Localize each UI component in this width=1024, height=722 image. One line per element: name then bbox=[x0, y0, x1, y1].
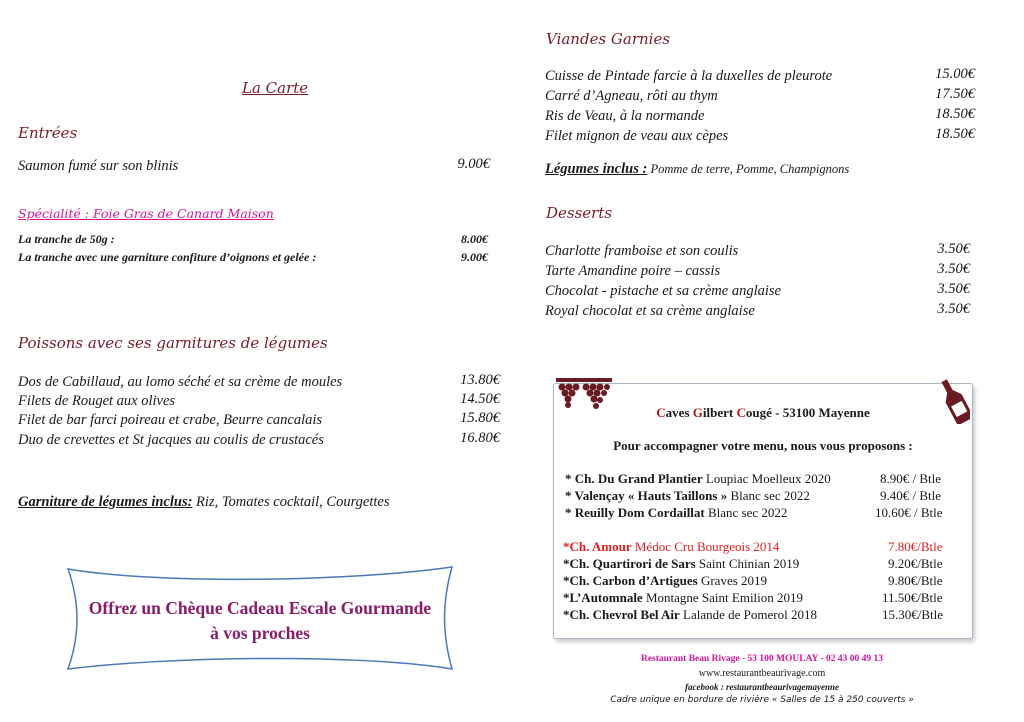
cave-initial: C bbox=[736, 405, 746, 420]
wine-name: * Reuilly Dom Cordaillat Blanc sec 2022 bbox=[565, 505, 788, 520]
viandes-heading: Viandes Garnies bbox=[546, 30, 671, 48]
footer-website[interactable]: www.restaurantbeaurivage.com bbox=[698, 668, 826, 679]
garniture-line bbox=[18, 492, 390, 512]
wine-price: 10.60€ / Btle bbox=[875, 505, 943, 520]
wine-price: 9.80€/Btle bbox=[888, 573, 943, 588]
menu-item-price: 17.50€ bbox=[935, 86, 975, 102]
menu-item-name: Charlotte framboise et son coulis bbox=[545, 243, 739, 259]
menu-item-price: 8.00€ bbox=[461, 232, 488, 246]
menu-item-price: 3.50€ bbox=[937, 261, 970, 277]
menu-item-price: 18.50€ bbox=[935, 106, 975, 122]
menu-item-name: Filet mignon de veau aux cèpes bbox=[545, 128, 729, 144]
specialite-heading: Spécialité : Foie Gras de Canard Maison bbox=[18, 206, 274, 221]
wine-price: 9.40€ / Btle bbox=[880, 488, 942, 503]
wine-name: *L’Automnale Montagne Saint Emilion 2019 bbox=[563, 590, 804, 605]
footer-address: Restaurant Beau Rivage - 53 100 MOULAY - 02 43 00 49 13 bbox=[640, 654, 884, 664]
wine-price: 9.20€/Btle bbox=[888, 556, 943, 571]
menu-item-name: Ris de Veau, à la normande bbox=[545, 108, 705, 124]
wine-price: 11.50€/Btle bbox=[882, 590, 943, 605]
wine-name: *Ch. Amour Médoc Cru Bourgeois 2014 bbox=[563, 539, 780, 554]
menu-item-name: Tarte Amandine poire – cassis bbox=[545, 263, 721, 279]
garniture-label: Garniture de légumes inclus: bbox=[18, 494, 193, 510]
voucher-line-2: à vos proches bbox=[210, 623, 310, 643]
footer-facebook[interactable]: facebook : restaurantbeaurivagemayenne bbox=[685, 682, 839, 692]
menu-item-name: Dos de Cabillaud, au lomo séché et sa crème de moules bbox=[18, 374, 343, 390]
menu-item-price: 14.50€ bbox=[460, 391, 500, 407]
menu-item-price: 3.50€ bbox=[937, 241, 970, 257]
menu-item-price: 3.50€ bbox=[937, 281, 970, 297]
menu-item-name: Royal chocolat et sa crème anglaise bbox=[545, 303, 755, 319]
menu-item-price: 3.50€ bbox=[937, 301, 970, 317]
menu-item-price: 9.00€ bbox=[461, 250, 488, 264]
poissons-heading: Poissons avec ses garnitures de légumes bbox=[18, 334, 328, 352]
voucher-text bbox=[64, 596, 456, 646]
wine-name: *Ch. Carbon d’Artigues Graves 2019 bbox=[563, 573, 768, 588]
wine-price: 15.30€/Btle bbox=[882, 607, 944, 622]
legumes-label: Légumes inclus : bbox=[545, 161, 648, 177]
menu-item-name: Duo de crevettes et St jacques au coulis de crustacés bbox=[18, 432, 324, 448]
menu-item-name: Cuisse de Pintade farcie à la duxelles de pleurote bbox=[545, 68, 833, 84]
wine-price: 7.80€/Btle bbox=[888, 539, 943, 554]
cave-text: aves bbox=[665, 405, 693, 420]
menu-item-name: La tranche de 50g : bbox=[18, 232, 115, 246]
menu-item-price: 18.50€ bbox=[935, 126, 975, 142]
legumes-value: Pomme de terre, Pomme, Champignons bbox=[647, 162, 850, 176]
entrees-heading: Entrées bbox=[18, 124, 78, 142]
wine-name: * Valençay « Hauts Taillons » Blanc sec 2022 bbox=[565, 488, 810, 503]
menu-item-name: Filet de bar farci poireau et crabe, Beurre cancalais bbox=[18, 412, 323, 428]
cave-text: ougé - 53100 Mayenne bbox=[745, 405, 870, 420]
cave-initial: G bbox=[692, 405, 703, 420]
garniture-value: Riz, Tomates cocktail, Courgettes bbox=[192, 494, 390, 510]
menu-item-price: 13.80€ bbox=[460, 372, 500, 388]
cave-text: ilbert bbox=[702, 405, 737, 420]
menu-item-name: Carré d’Agneau, rôti au thym bbox=[545, 88, 718, 104]
menu-item-name: Filets de Rouget aux olives bbox=[18, 393, 176, 409]
voucher-line-1: Offrez un Chèque Cadeau Escale Gourmande bbox=[88, 598, 432, 618]
menu-item-name: Saumon fumé sur son blinis bbox=[18, 158, 179, 174]
wine-name: *Ch. Quartirori de Sars Saint Chinian 2019 bbox=[563, 556, 800, 571]
wine-price: 8.90€ / Btle bbox=[880, 471, 942, 486]
menu-item-price: 9.00€ bbox=[457, 156, 490, 172]
menu-item-price: 15.00€ bbox=[935, 66, 975, 82]
desserts-heading: Desserts bbox=[546, 204, 613, 222]
footer-tagline: Cadre unique en bordure de rivière « Salles de 15 à 250 couverts » bbox=[610, 695, 914, 705]
wine-name: *Ch. Chevrol Bel Air Lalande de Pomerol 2018 bbox=[563, 607, 817, 622]
menu-item-price: 15.80€ bbox=[460, 410, 500, 426]
legumes-line bbox=[545, 160, 849, 178]
page-title: La Carte bbox=[242, 79, 309, 97]
cave-initial: C bbox=[656, 405, 666, 420]
wine-name: * Ch. Du Grand Plantier Loupiac Moelleux 2020 bbox=[565, 471, 831, 486]
cave-name bbox=[553, 405, 973, 421]
menu-item-name: La tranche avec une garniture confiture d’oignons et gelée : bbox=[18, 250, 317, 264]
menu-item-name: Chocolat - pistache et sa crème anglaise bbox=[545, 283, 781, 299]
wine-intro: Pour accompagner votre menu, nous vous proposons : bbox=[613, 438, 913, 453]
menu-item-price: 16.80€ bbox=[460, 430, 500, 446]
